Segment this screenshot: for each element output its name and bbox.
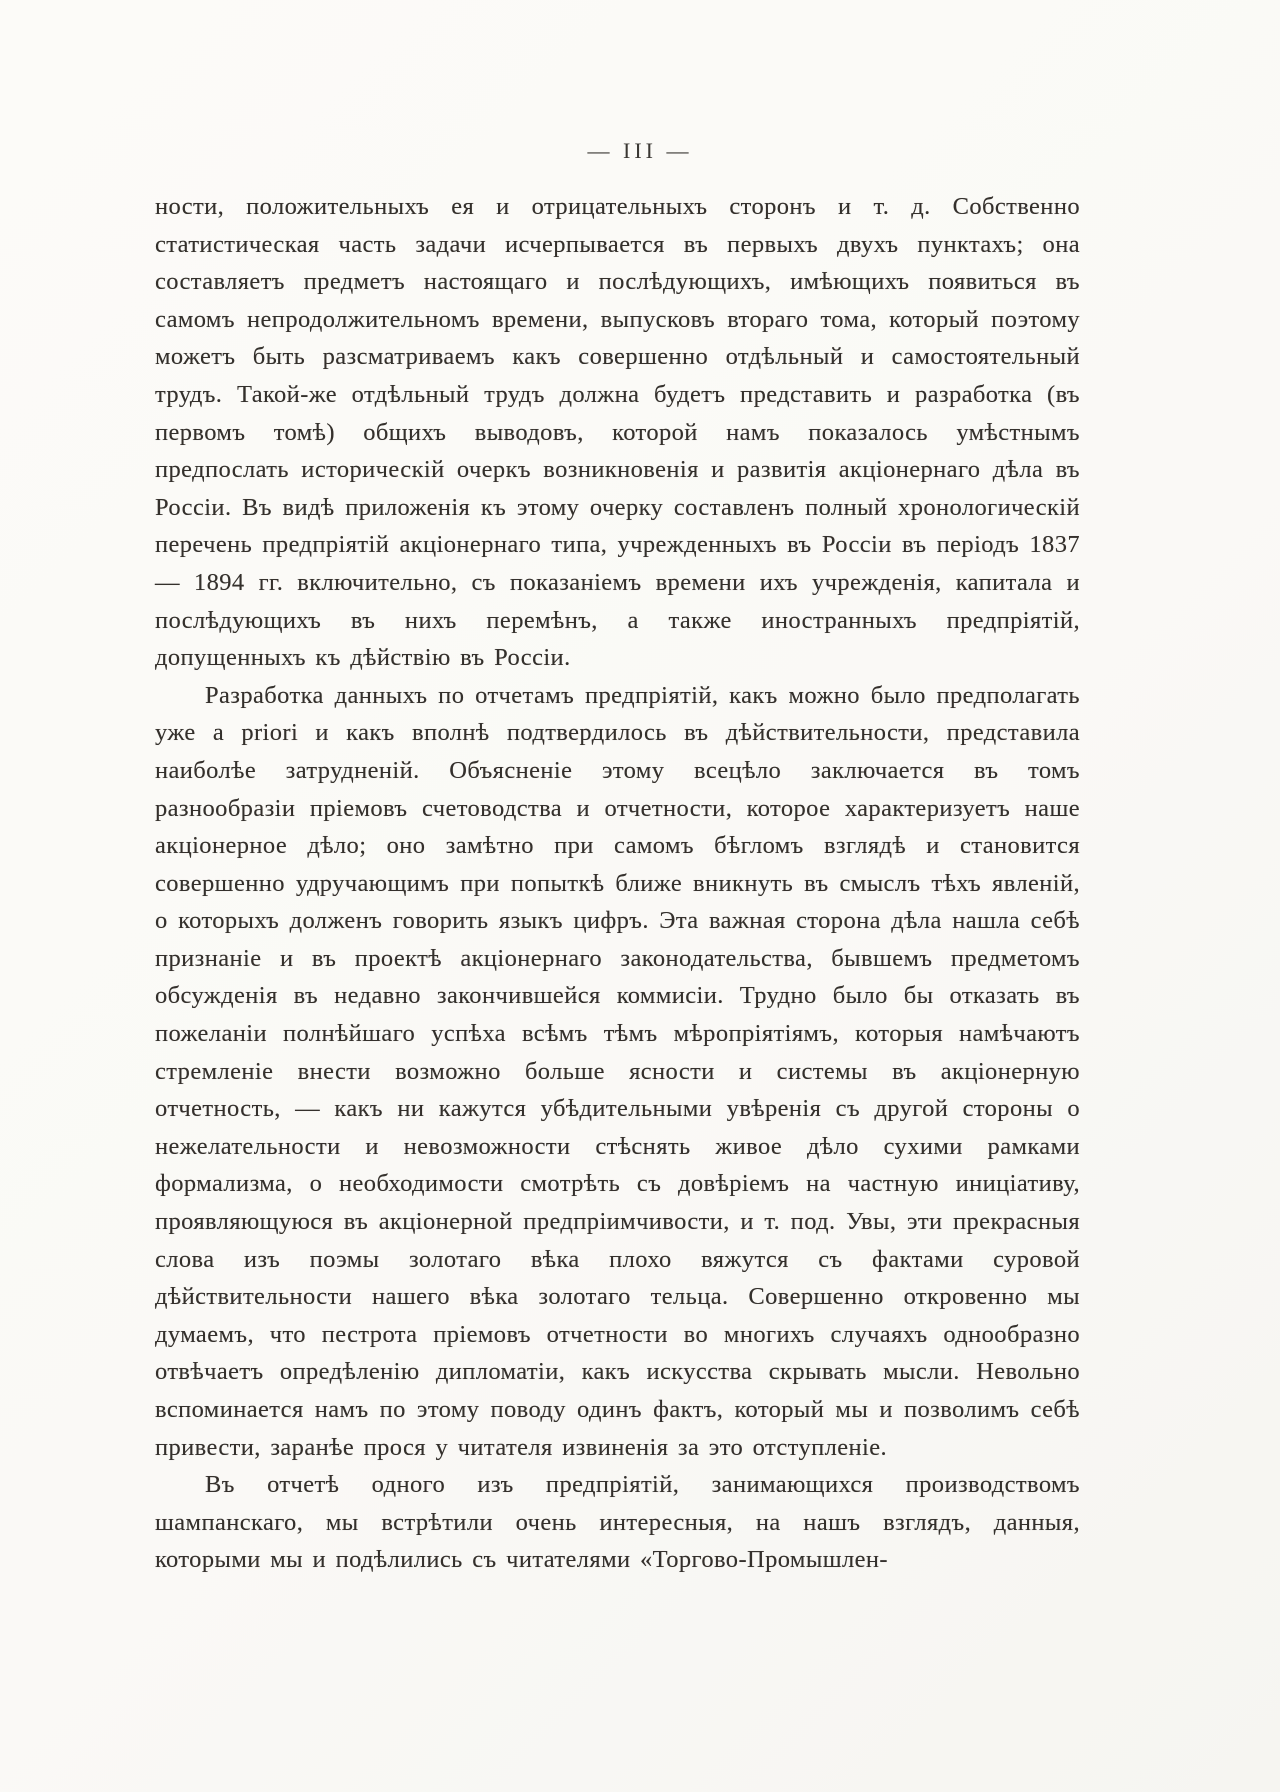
paragraph-body: Въ отчетѣ одного изъ предпріятій, занимающихся производствомъ шампанскаго, мы встрѣтили очень интересныя, на нашъ взглядъ, данныя, которыми мы и подѣлились съ читателями «Торгово-Промышлен- bbox=[155, 1471, 1080, 1574]
paragraph-body: Разработка данныхъ по отчетамъ предпріятій, какъ можно было предполагать уже a priori и какъ вполнѣ подтвердилось въ дѣйствительности, представила наиболѣе затрудненій. Объясненіе этому всецѣло заключается въ томъ разнообразіи пріемовъ счетоводства и отчетности, которое характеризуетъ наше акціонерное дѣло; оно замѣтно при самомъ бѣгломъ взглядѣ и становится совершенно удручающимъ при попыткѣ ближе вникнуть въ смыслъ тѣхъ явленій, о которыхъ долженъ говорить языкъ цифръ. Эта важная сторона дѣла нашла себѣ признаніе и въ проектѣ акціонернаго законодательства, бывшемъ предметомъ обсужденія въ недавно закончившейся коммисіи. Трудно было бы отказать въ пожеланіи полнѣйшаго успѣха всѣмъ тѣмъ мѣропріятіямъ, которыя намѣчаютъ стремленіе внести возможно больше ясности и системы въ акціонерную отчетность, — какъ ни кажутся убѣдительными увѣренія съ другой стороны о нежелательности и невозможности стѣснять живое дѣло сухими рамками формализма, о необходимости смотрѣть съ довѣріемъ на частную иниціативу, проявляющуюся въ акціонерной предпріимчивости, и т. под. Увы, эти прекрасныя слова изъ поэмы золотаго вѣка плохо вяжутся съ фактами суровой дѣйствительности нашего вѣка золотаго тельца. Совершенно откровенно мы думаемъ, что пестрота пріемовъ отчетности во многихъ случаяхъ однообразно отвѣчаетъ опредѣленію дипломатіи, какъ искусства скрывать мысли. Невольно вспоминается намъ по этому поводу одинъ фактъ, который мы и позволимъ себѣ привести, заранѣе прося у читателя извиненія за это отступленіе. bbox=[155, 681, 1080, 1461]
paragraph-continuation: ности, положительныхъ ея и отрицательныхъ сторонъ и т. д. Собственно статистическая часть задачи исчерпывается въ первыхъ двухъ пунктахъ; она составляетъ предметъ настоящаго и послѣдующихъ, имѣющихъ появиться въ самомъ непродолжительномъ времени, выпусковъ втораго тома, который поэтому можетъ быть разсматриваемъ какъ совершенно отдѣльный и самостоятельный трудъ. Такой-же отдѣльный трудъ должна будетъ представить и разработка (въ первомъ томѣ) общихъ выводовъ, которой намъ показалось умѣстнымъ предпослать историческій очеркъ возникновенія и развитія акціонернаго дѣла въ Россіи. Въ видѣ приложенія къ этому очерку составленъ полный хронологическій перечень предпріятій акціонернаго типа, учрежденныхъ въ Россіи въ періодъ 1837 — 1894 гг. включительно, съ показаніемъ времени ихъ учрежденія, капитала и послѣдующихъ въ нихъ перемѣнъ, а также иностранныхъ предпріятій, допущенныхъ къ дѣйствію въ Россіи. bbox=[155, 193, 1080, 672]
page-number: — III — bbox=[587, 138, 693, 163]
text-block bbox=[155, 188, 1080, 1579]
